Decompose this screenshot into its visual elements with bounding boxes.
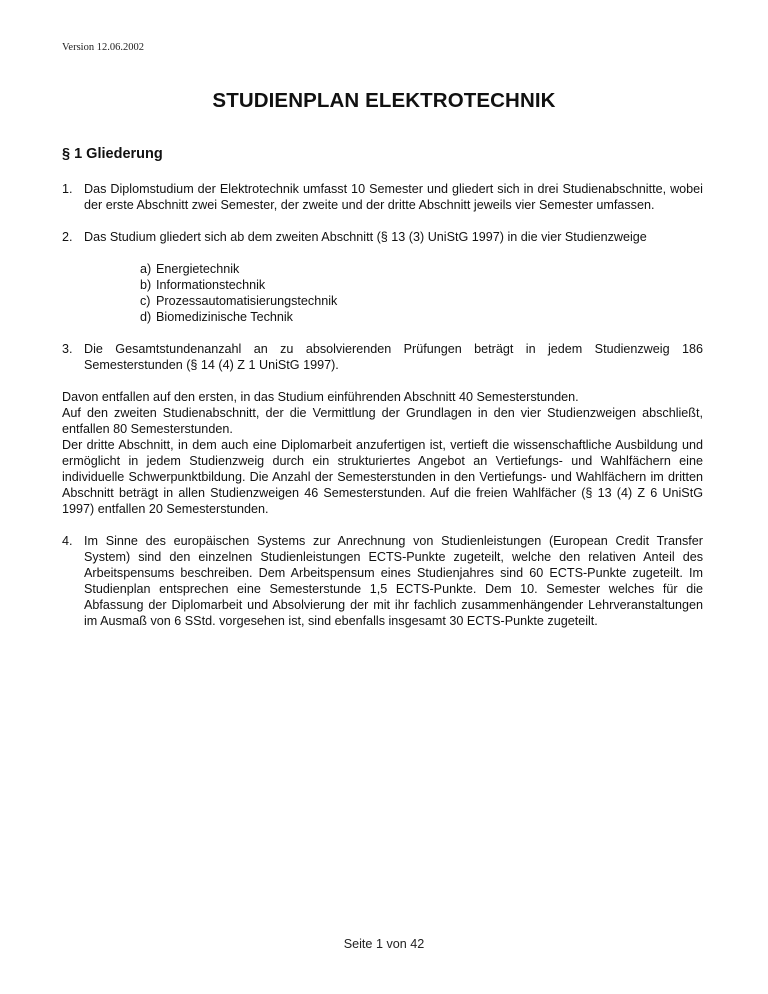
sublist-text: Biomedizinische Technik (156, 310, 293, 324)
page-version: Version 12.06.2002 (62, 42, 144, 53)
list-item-2 (62, 229, 703, 325)
list-text: Die Gesamtstundenanzahl an zu absolvierenden Prüfungen beträgt in jedem Studienzweig 186 Semesterstunden (§ 14 (4) Z 1 UniStG 1997). (84, 342, 703, 372)
section-heading: § 1 Gliederung (62, 146, 163, 162)
sublist-marker: d) (140, 310, 152, 324)
list-number: 2. (62, 230, 73, 244)
sublist-text: Energietechnik (156, 262, 240, 276)
list-text: Im Sinne des europäischen Systems zur Anrechnung von Studienleistungen (European Credit Transfer System) sind den einzelnen Studienleistungen ECTS-Punkte zugeteilt, welche den relativen Anteil des Arbeitspensums beschreiben. Dem Arbeitspensum eines Studienjahres sind 60 ECTS-Punkte zugeteilt. Im Studienplan entsprechen eine Semesterstunde 1,5 ECTS-Punkte. Dem 10. Semester welches für die Abfassung der Diplomarbeit und Absolvierung der mit ihr fachlich zusammenhängender Lehrveranstaltungen im Ausmaß von 6 SStd. vorgesehen ist, sind ebenfalls insgesamt 30 ECTS-Punkte zugeteilt. (84, 534, 703, 628)
list-item-1 (62, 181, 703, 213)
page-number: Seite 1 von 42 (343, 937, 425, 951)
page-title: STUDIENPLAN ELEKTROTECHNIK (212, 89, 556, 112)
list-text: Das Studium gliedert sich ab dem zweiten Abschnitt (§ 13 (3) UniStG 1997) in die vier Studienzweige (84, 230, 647, 244)
list-number: 4. (62, 534, 73, 548)
sublist-text: Prozessautomatisierungstechnik (156, 294, 338, 308)
sublist-marker: b) (140, 278, 152, 292)
sublist-text: Informationstechnik (156, 278, 266, 292)
sublist-item (140, 293, 703, 309)
list-number: 3. (62, 342, 73, 356)
hours-paragraph (62, 389, 703, 517)
paragraph-sentence: Auf den zweiten Studienabschnitt, der die Vermittlung der Grundlagen in den vier Studienzweigen abschließt, entfallen 80 Semesterstunden. (62, 406, 703, 436)
study-branches-list (62, 261, 703, 325)
paragraph-sentence: Davon entfallen auf den ersten, in das Studium einführenden Abschnitt 40 Semesterstunden. (62, 390, 579, 404)
sublist-item (140, 277, 703, 293)
list-text: Das Diplomstudium der Elektrotechnik umfasst 10 Semester und gliedert sich in drei Studienabschnitte, wobei der erste Abschnitt zwei Semester, der zweite und der dritte Abschnitt jeweils vier Semester umfassen. (84, 182, 703, 212)
sublist-item (140, 261, 703, 277)
list-item-3 (62, 341, 703, 373)
sublist-item (140, 309, 703, 325)
sublist-marker: c) (140, 294, 151, 308)
paragraph-sentence: Der dritte Abschnitt, in dem auch eine Diplomarbeit anzufertigen ist, vertieft die wissenschaftliche Ausbildung und ermöglicht in jedem Studienzweig durch ein strukturiertes Angebot an Vertiefungs- und Wahlfächern eine individuelle Schwerpunktbildung. Die Anzahl der Semesterstunden in den Vertiefungs- und Wahlfächern im dritten Abschnitt beträgt in allen Studienzweigen 46 Semesterstunden. Auf die freien Wahlfächer (§ 13 (4) Z 6 UniStG 1997) entfallen 20 Semesterstunden. (62, 438, 703, 516)
sublist-marker: a) (140, 262, 152, 276)
list-item-4 (62, 533, 703, 629)
section-content (62, 181, 703, 645)
list-number: 1. (62, 182, 73, 196)
